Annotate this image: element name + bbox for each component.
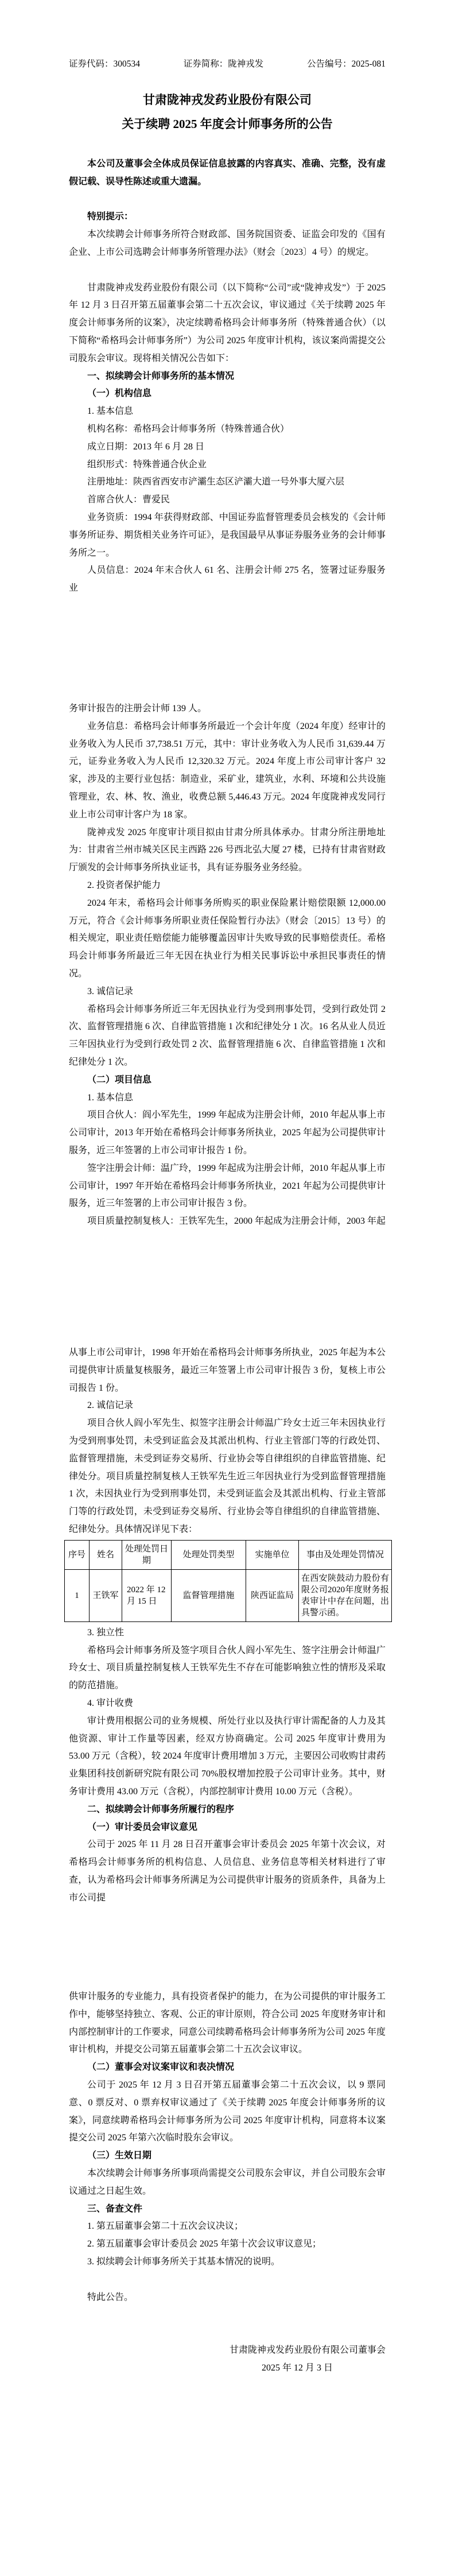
paragraph: 2. 投资者保护能力	[87, 880, 161, 890]
table-cell: 王铁军	[90, 1569, 122, 1621]
paragraph: 2024 年末，希格玛会计师事务所购买的职业保险累计赔偿限额 12,000.00 万元，符合《会计师事务所职业责任保险暂行办法》（财会〔2015〕13 号）的相关规定，职业责任赔偿能力能够覆盖因审计失败导致的民事赔偿责任。希格玛会计师事务所最近三年无因在执业行为相关民事诉讼中承担民事责任的情况。	[69, 898, 386, 979]
announcement-number: 公告编号：2025-081	[307, 59, 386, 69]
paragraph: 注册地址：陕西省西安市浐灞生态区浐灞大道一号外事大厦六层	[87, 477, 345, 487]
table-header-row	[65, 1540, 392, 1569]
paragraph: 审计费用根据公司的业务规模、所处行业以及执行审计需配备的人力及其他资源、审计工作量等因素，经双方协商确定。公司 2025 年度审计费用为 53.00 万元（含税），较 2024 年度审计费用增加 3 万元，主要因公司收购甘肃药业集团科技创新研究院有限公司 70%股权增加控股子公司审计业务。其中，财务审计费用 43.00 万元（含税），内部控制审计费用 10.00 万元（含税）。	[69, 1716, 386, 1797]
paragraph: 希格玛会计师事务所及签字项目合伙人阎小军先生、签字注册会计师温广玲女士、项目质量控制复核人王铁军先生不存在可能影响独立性的情形及采取的防范措施。	[69, 1645, 386, 1691]
paragraph: 本次续聘会计师事务所事项尚需提交公司股东会审议，并自公司股东会审议通过之日起生效。	[69, 2168, 386, 2196]
table-header-cell: 处理处罚日期	[122, 1540, 172, 1569]
subsection-heading: （二）董事会对议案审议和表决情况	[87, 2062, 235, 2073]
paragraph: 成立日期：2013 年 6 月 28 日	[87, 441, 205, 452]
document-title-block	[69, 88, 386, 136]
paragraph: 签字注册会计师：温广玲，1999 年起成为注册会计师，2010 年起从事上市公司审计，1997 年开始在希格玛会计师事务所执业，2021 年起为公司提供审计服务，近三年签署的上市公司审计报告 3 份。	[69, 1163, 386, 1209]
paragraph: 1. 第五届董事会第二十五次会议决议；	[87, 2221, 244, 2232]
paragraph: 首席合伙人：曹爱民	[87, 495, 170, 505]
paragraph: 业务信息：希格玛会计师事务所最近一个会计年度（2024 年度）经审计的业务收入为人民币 37,738.51 万元，其中：审计业务收入为人民币 31,639.44 万元，证券业务收入为人民币 12,320.32 万元。2024 年度上市公司审计客户 32 家，涉及的主要行业包括：制造业，采矿业，建筑业，水利、环境和公共设施管理业，农、林、牧、渔业，收费总额 5,446.43 万元。2024 年度陇神戎发同行业上市公司审计客户为 18 家。	[69, 721, 386, 820]
paragraph: 务审计报告的注册会计师 139 人。	[69, 704, 207, 713]
paragraph: 希格玛会计师事务所近三年无因执业行为受到刑事处罚，受到行政处罚 2 次、监督管理措施 6 次、自律监管措施 1 次和纪律处分 1 次。16 名从业人员近三年因执业行为受到行政处罚 2 次、监督管理措施 6 次、自律监管措施 1 次和纪律处分 1 次。	[69, 1004, 386, 1067]
table-cell: 陕西证监局	[246, 1569, 299, 1621]
table-row	[65, 1569, 392, 1621]
doc-header	[69, 55, 386, 73]
page-2	[0, 644, 455, 1288]
paragraph: 特别提示：	[87, 212, 134, 222]
penalty-table-body	[65, 1569, 392, 1621]
penalty-table	[64, 1540, 392, 1622]
table-header-cell: 处理处罚类型	[172, 1540, 246, 1569]
paragraph: 2. 第五届董事会审计委员会 2025 年第十次会议审议意见；	[87, 2239, 322, 2249]
line-spacer	[69, 2271, 386, 2289]
paragraph: 本公司及董事会全体成员保证信息披露的内容真实、准确、完整，没有虚假记载、误导性陈述或重大遗漏。	[69, 159, 386, 187]
paragraph: 2. 诚信记录	[87, 1400, 134, 1411]
section-heading: 一、拟续聘会计师事务所的基本情况	[87, 371, 235, 381]
paragraph: 4. 审计收费	[87, 1698, 134, 1708]
signature-company: 甘肃陇神戎发药业股份有限公司董事会	[229, 2345, 386, 2355]
paragraph: 3. 独立性	[87, 1627, 125, 1638]
signature-date: 2025 年 12 月 3 日	[261, 2362, 333, 2373]
subsection-heading: （三）生效日期	[87, 2151, 152, 2161]
paragraph: 公司于 2025 年 11 月 28 日召开董事会审计委员会 2025 年第十次会议，对希格玛会计师事务所的机构信息、人员信息、业务信息等相关材料进行了审查，认为希格玛会计师事务所满足为公司提供审计服务的资质条件，具备为上市公司提	[69, 1840, 386, 1903]
subsection-heading: （一）审计委员会审议意见	[87, 1822, 198, 1832]
paragraph: 从事上市公司审计，1998 年开始在希格玛会计师事务所执业，2025 年起为本公司提供审计质量复核服务，最近三年签署上市公司审计报告 3 份，复核上市公司报告 1 份。	[69, 1348, 386, 1393]
document-subtitle: 关于续聘 2025 年度会计师事务所的公告	[122, 117, 333, 131]
table-cell: 监督管理措施	[172, 1569, 246, 1621]
section-heading: 三、备查文件	[87, 2203, 143, 2214]
table-cell: 2022 年 12 月 15 日	[122, 1569, 172, 1621]
section-heading: 二、拟续聘会计师事务所履行的程序	[87, 1804, 235, 1814]
paragraph: 组织形式：特殊普通合伙企业	[87, 459, 207, 470]
subsection-heading: （二）项目信息	[87, 1074, 152, 1085]
table-cell: 1	[65, 1569, 90, 1621]
page-3	[0, 1288, 455, 1932]
page-1	[0, 0, 455, 644]
line-spacer	[69, 191, 386, 209]
paragraph: 公司于 2025 年 12 月 3 日召开第五届董事会第二十五次会议，以 9 票同意、0 票反对、0 票弃权审议通过了《关于续聘 2025 年度会计师事务所的议案》，同意续聘希格玛会计师事务所为公司 2025 年度审计机构，同意将本议案提交公司 2025 年第六次临时股东会审议。	[69, 2080, 386, 2143]
line-spacer	[69, 2324, 386, 2342]
paragraph: 项目质量控制复核人：王铁军先生，2000 年起成为注册会计师，2003 年起	[87, 1216, 386, 1227]
paragraph: 特此公告。	[87, 2292, 134, 2302]
table-header-cell: 事由及处理处罚情况	[299, 1540, 392, 1569]
paragraph: 陇神戎发 2025 年度审计项目拟由甘肃分所具体承办。甘肃分所注册地址为：甘肃省兰州市城关区民主西路 226 号西北弘大厦 27 楼，已持有甘肃省财政厅颁发的会计师事务所执业证书，具有证券服务业务经验。	[69, 827, 386, 873]
line-spacer	[69, 2306, 386, 2324]
paragraph: 1. 基本信息	[87, 406, 134, 417]
table-header-cell: 姓名	[90, 1540, 122, 1569]
penalty-table-head	[65, 1540, 392, 1569]
table-cell: 在西安陕鼓动力股份有限公司2020年度财务报表审计中存在问题，出具警示函。	[299, 1569, 392, 1621]
table-header-cell: 序号	[65, 1540, 90, 1569]
table-header-cell: 实施单位	[246, 1540, 299, 1569]
paragraph: 3. 拟续聘会计师事务所关于其基本情况的说明。	[87, 2256, 281, 2267]
paragraph: 甘肃陇神戎发药业股份有限公司（以下简称“公司”或“陇神戎发”）于 2025 年 12 月 3 日召开第五届董事会第二十五次会议，审议通过《关于续聘 2025 年度会计师事务所的议案》，决定续聘希格玛会计师事务所（特殊普通合伙）（以下简称“希格玛会计师事务所”）为公司 2025 年度审计机构，该议案尚需提交公司股东会审议。现将相关情况公告如下：	[69, 282, 386, 363]
paragraph: 3. 诚信记录	[87, 986, 134, 996]
document-title: 甘肃陇神戎发药业股份有限公司	[143, 93, 312, 107]
paragraph: 项目合伙人阎小军先生、拟签字注册会计师温广玲女士近三年未因执业行为受到刑事处罚，未受到证监会及其派出机构、行业主管部门等的行政处罚、监督管理措施，未受到证券交易所、行业协会等自律组织的自律监管措施、纪律处分。项目质量控制复核人王铁军先生近三年因执业行为受到监督管理措施 1 次，未因执业行为受到刑事处罚，未受到证监会及其派出机构、行业主管部门等的行政处罚，未受到证券交易所、行业协会等自律组织的自律监管措施、纪律处分。具体情况详见下表：	[69, 1418, 386, 1534]
page-4	[0, 1932, 455, 2576]
paragraph: 机构名称：希格玛会计师事务所（特殊普通合伙）	[87, 424, 290, 434]
paragraph: 项目合伙人：阎小军先生，1999 年起成为注册会计师，2010 年起从事上市公司审计，2013 年开始在希格玛会计师事务所执业，2025 年起为公司提供审计服务，近三年签署的上市公司审计报告 1 份。	[69, 1110, 386, 1155]
paragraph: 业务资质：1994 年获得财政部、中国证券监督管理委员会核发的《会计师事务所证券、期货相关业务许可证》，是我国最早从事证券服务业务的会计师事务所之一。	[69, 512, 386, 558]
line-spacer	[69, 262, 386, 280]
paragraph: 1. 基本信息	[87, 1092, 134, 1103]
subsection-heading: （一）机构信息	[87, 389, 152, 399]
stock-short-name: 证券简称：陇神戎发	[183, 59, 264, 69]
paragraph: 供审计服务的专业能力，具有投资者保护的能力，在为公司提供的审计服务工作中，能够坚持独立、客观、公正的审计原则，符合公司 2025 年度财务审计和内部控制审计的工作要求，同意公司续聘希格玛会计师事务所为公司 2025 年度审计机构，并提交公司第五届董事会第二十五次会议审议。	[69, 1992, 386, 2055]
paragraph: 人员信息：2024 年末合伙人 61 名、注册会计师 275 名，签署过证券服务业	[69, 565, 386, 593]
stock-code: 证券代码：300534	[69, 59, 141, 69]
paragraph: 本次续聘会计师事务所符合财政部、国务院国资委、证监会印发的《国有企业、上市公司选聘会计师事务所管理办法》（财会〔2023〕4 号）的规定。	[69, 230, 386, 257]
